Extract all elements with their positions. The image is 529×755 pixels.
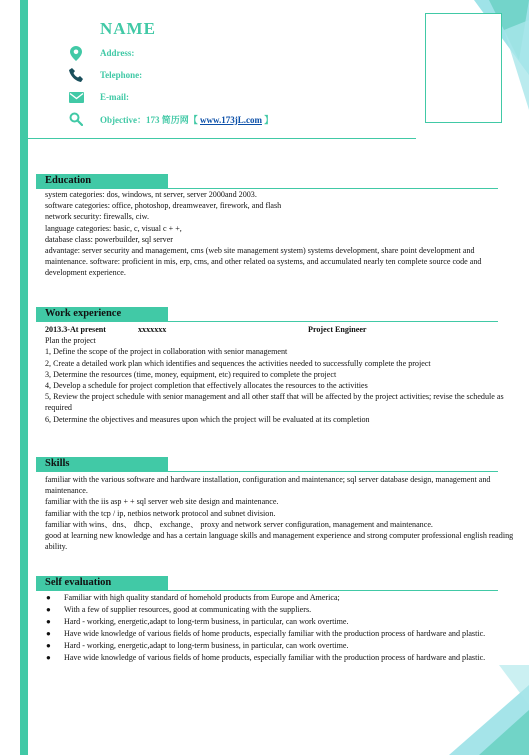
work-period: 2013.3-At present [45,325,106,334]
objective-link[interactable]: www.173jL.com [200,114,262,125]
bottom-right-decoration [449,665,529,755]
education-line: system categories: dos, windows, nt server, server 2000and 2003. [45,190,257,199]
email-row [68,88,129,106]
email-label: E-mail: [100,92,129,102]
list-item: ● Have wide knowledge of various fields of home products, especially familiar with the production process of hardware and plastic. [45,652,505,664]
section-title: Skills [45,458,70,469]
self-evaluation-header [36,576,498,591]
telephone-row [68,66,142,84]
education-line: database class: powerbuilder, sql server [45,234,174,244]
list-item: ● Familiar with high quality standard of homehold products from Europe and America; [45,592,505,604]
skills-line: familiar with the tcp / ip, netbios network protocol and subnet division. [45,508,276,518]
education-line: software categories: office, photoshop, dreamweaver, firework, and flash [45,201,282,211]
photo-placeholder [425,13,502,123]
list-item: ● With a few of supplier resources, good at communicating with the suppliers. [45,604,505,616]
self-evaluation-list [45,592,505,663]
objective-suffix: 】 [264,114,274,125]
work-line: 3, Determine the resources (time, money, equipment, etc) required to complete the project [45,369,337,379]
left-accent-bar [20,0,28,755]
education-line: advantage: server security and management, cms (web site management system) systems development, share point development and maintenance. software: proficient in mis, erp, cms, and other related oa systems, and accumulated nearly ten complete source code and development experience. [45,246,482,278]
section-title: Self evaluation [45,577,112,588]
work-position: Project Engineer [308,325,367,334]
work-company: xxxxxxx [138,325,167,334]
section-title: Work experience [45,308,122,319]
objective-prefix: Objective：173 简历网【 [100,114,198,125]
education-line: language categories: basic, c, visual c + +, [45,223,182,233]
section-title: Education [45,175,92,186]
list-item: ● Hard - working, energetic,adapt to long-term business, in particular, can work overtime. [45,616,505,628]
list-item: ● Hard - working, energetic,adapt to long-term business, in particular, can work overtime. [45,640,505,652]
search-icon [68,111,84,127]
telephone-label: Telephone: [100,70,143,80]
skills-line: familiar with the various software and hardware installation, configuration and maintenance; sql server database design, management and maintenance. [45,475,491,496]
header-divider [28,138,416,139]
objective-label [100,113,273,126]
work-line: 4, Develop a schedule for project completion that effectively allocates the resources to the activities [45,381,368,391]
education-header [36,174,498,189]
objective-row [68,110,273,128]
skills-header [36,457,498,472]
skills-line: good at learning new knowledge and has a certain language skills and management experience and strong computer professional english reading ability. [45,531,514,552]
work-line: 2, Create a detailed work plan which identifies and sequences the activities needed to successfully complete the project [45,358,431,368]
list-item: ● Have wide knowledge of various fields of home products, especially familiar with the production process of hardware and plastic. [45,628,505,640]
location-pin-icon [68,45,84,61]
work-entry-header [45,324,515,335]
mail-icon [68,89,84,105]
work-line: Plan the project [45,336,96,346]
education-line: network security: firewalls, ciw. [45,212,149,222]
work-line: 1, Define the scope of the project in collaboration with senior management [45,347,288,357]
candidate-name: NAME [100,19,156,38]
work-line: 5, Review the project schedule with senior management and all other staff that will be affected by the project activities; revise the schedule as required [45,392,504,413]
skills-line: familiar with wins、dns、 dhcp、 exchange、 proxy and network server configuration, management and maintenance. [45,519,433,529]
work-text [45,324,515,425]
work-line: 6, Determine the objectives and measures upon which the project will be evaluated at its completion [45,414,370,424]
education-text [45,189,515,279]
phone-icon [68,67,84,83]
work-header [36,307,498,322]
address-label: Address: [100,48,135,58]
address-row [68,44,134,62]
skills-line: familiar with the iis asp + + sql server web site design and maintenance. [45,497,279,507]
skills-text [45,474,515,552]
